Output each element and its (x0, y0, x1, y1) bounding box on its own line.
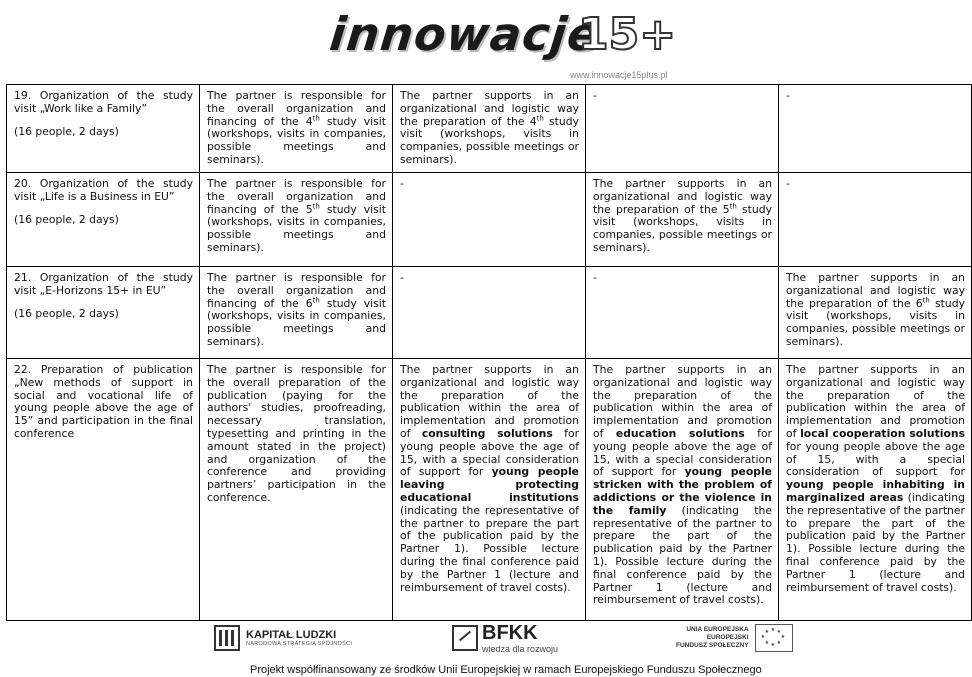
innowacje-logo (327, 4, 677, 80)
eu-logo: UNIA EUROPEJSKA EUROPEJSKI FUNDUSZ SPOŁECZNY ★ ★ ★ ★ ★ ★ ★ ★ (676, 618, 793, 658)
table-row (7, 267, 972, 359)
empty-cell: - (779, 173, 972, 267)
logo-text: innowacje (327, 7, 603, 61)
table-row (7, 359, 972, 621)
empty-cell: - (779, 85, 972, 173)
task-meta: (16 people, 2 days) (14, 124, 119, 138)
bfkk-icon (452, 625, 478, 651)
task-number: 21. (14, 271, 32, 284)
bfkk-logo: BFKK wiedza dla rozwoju (452, 618, 558, 658)
partner-cell: The partner is responsible for the overall organization and financing of the 5th study visit (workshops, visits in companies, possible meetings and seminars). (200, 173, 393, 267)
table-row (7, 85, 972, 173)
task-cell (7, 359, 200, 621)
partner-cell: The partner supports in an organizational and logistic way the preparation of the publication within the area of implementation and promotion of consulting solutions for young people above the age of 15, with a special consideration of support for young people leaving protecting educational institutions (indicating the representative of the partner to prepare the part of the publication paid by the Partner 1). Possible lecture during the final conference paid by the Partner 1 (lecture and reimbursement of travel costs). (393, 359, 586, 621)
partner-cell: The partner is responsible for the overall preparation of the publication (paying for the authors' studies, proofreading, necessary translation, typesetting and printing in the amount stated in the project) and organization of the conference and providing partners’ participation in the conference. (200, 359, 393, 621)
empty-cell: - (586, 267, 779, 359)
task-number: 19. (14, 89, 32, 102)
task-cell (7, 267, 200, 359)
task-meta: (16 people, 2 days) (14, 306, 119, 320)
partner-tasks-table (6, 84, 972, 621)
empty-cell: - (393, 173, 586, 267)
empty-cell: - (586, 85, 779, 173)
partner-cell: The partner supports in an organizational and logistic way the preparation of the 6th study visit (workshops, visits in companies, possible meetings or seminars). (779, 267, 972, 359)
table-row (7, 173, 972, 267)
task-title: Organization of the study visit „E-Horizons 15+ in EU” (14, 271, 193, 297)
eu-flag-icon: ★ ★ ★ ★ ★ ★ ★ ★ (755, 624, 793, 652)
logo-url: www.innowacje15plus.pl (570, 70, 668, 80)
page-footer (0, 612, 960, 677)
partner-cell: The partner supports in an organizational and logistic way the preparation of the publication within the area of implementation and promotion of education solutions for young people above the age of 15, with a special consideration of support for young people stricken with the problem of addictions or the violence in the family (indicating the representative of the partner to prepare the part of the publication paid by the Partner 1). Possible lecture during the final conference paid by the Partner 1 (lecture and reimbursement of travel costs). (586, 359, 779, 621)
task-number: 22. (14, 363, 32, 376)
task-title: Organization of the study visit „Life is a Business in EU” (14, 177, 193, 203)
empty-cell: - (393, 267, 586, 359)
kapital-ludzki-logo: KAPITAŁ LUDZKI NARODOWA STRATEGIA SPÓJNOŚCI (214, 618, 352, 658)
partner-cell: The partner is responsible for the overall organization and financing of the 4th study visit (workshops, visits in companies, possible meetings and seminars). (200, 85, 393, 173)
partner-cell: The partner supports in an organizational and logistic way the preparation of the 5th study visit (workshops, visits in companies, possible meetings or seminars). (586, 173, 779, 267)
task-title: Organization of the study visit „Work like a Family” (14, 89, 193, 115)
task-title: Preparation of publication „New methods of support in social and vocational life of young people above the age of 15” and participation in the final conference (14, 363, 193, 440)
kapital-ludzki-icon (214, 625, 240, 651)
task-cell (7, 173, 200, 267)
task-number: 20. (14, 177, 32, 190)
partner-cell: The partner supports in an organizational and logistic way the preparation of the 4th study visit (workshops, visits in companies, possible meetings or seminars). (393, 85, 586, 173)
task-cell (7, 85, 200, 173)
partner-cell: The partner is responsible for the overall organization and financing of the 6th study visit (workshops, visits in companies, possible meetings and seminars). (200, 267, 393, 359)
logo-suffix: 15+ (578, 9, 677, 60)
partner-cell: The partner supports in an organizational and logistic way the preparation of the publication within the area of implementation and promotion of local cooperation solutions for young people above the age of 15, with a special consideration of support for young people inhabiting in marginalized areas (indicating the representative of the partner to prepare the part of the publication paid by the Partner 1). Possible lecture during the final conference paid by the Partner 1 (lecture and reimbursement of travel costs). (779, 359, 972, 621)
task-meta: (16 people, 2 days) (14, 212, 119, 226)
page-header (0, 0, 960, 82)
funding-statement: Projekt współfinansowany ze środków Unii Europejskiej w ramach Europejskiego Funduszu Społecznego (250, 664, 762, 676)
